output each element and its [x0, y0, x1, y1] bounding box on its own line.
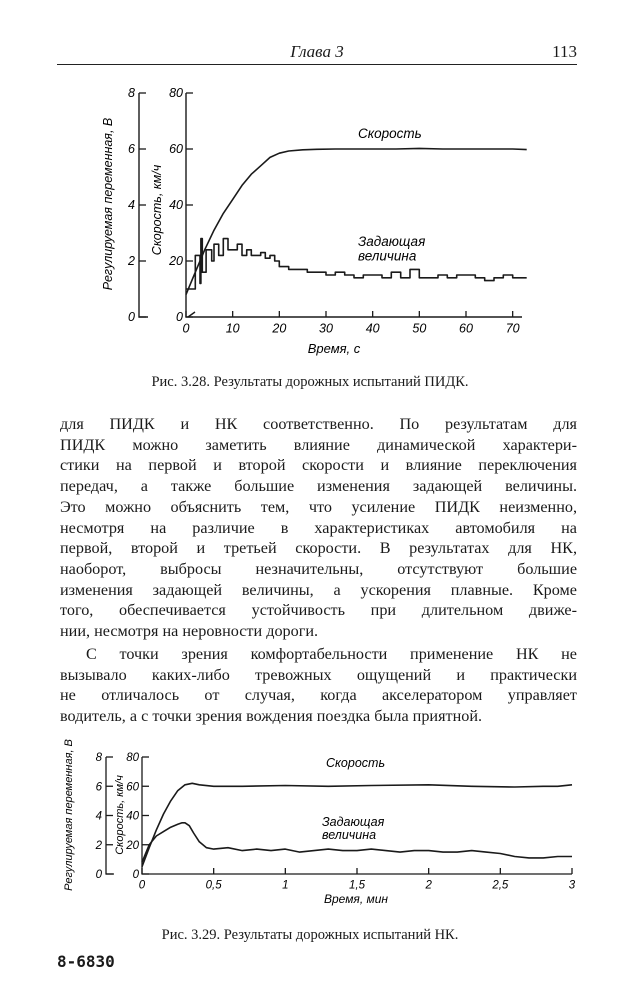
- speed-tick-label: 60: [169, 142, 183, 156]
- text-line: Это можно объяснить тем, что усиление ПИДК неизменно,: [60, 497, 577, 516]
- speed-tick-label: 80: [169, 86, 183, 100]
- text-line: для ПИДК и НК соответственно. По результатам для: [60, 415, 577, 433]
- left-axis-label: Регулируемая переменная, В: [101, 117, 115, 291]
- text-line: наоборот, выбросы незначительны, отсутствуют большие: [60, 559, 577, 578]
- speed-tick-label: 60: [126, 781, 139, 794]
- text-line: водитель, а с точки зрения вождения поездка была приятной.: [60, 707, 483, 726]
- series-label: величина: [322, 828, 377, 843]
- chapter-title: Глава 3: [290, 42, 344, 61]
- variable-tick-label: 2: [95, 839, 102, 852]
- speed-tick-label: 0: [132, 869, 139, 881]
- x-tick-label: 0: [138, 879, 146, 892]
- text-line: стики на первой и второй скорости и влияние переключения: [60, 456, 577, 475]
- x-tick-label: 1: [282, 879, 289, 892]
- speed-tick-label: 20: [126, 839, 139, 852]
- series-label: Задающая: [358, 234, 426, 249]
- text-line: С точки зрения комфортабельности применение НК не: [86, 645, 577, 663]
- x-tick-label: 0,5: [205, 879, 222, 892]
- text-line: первой, второй и третьей скорости. В результатах для НК,: [60, 539, 577, 558]
- x-tick-label: 30: [319, 321, 333, 336]
- speed-tick-label: 0: [176, 310, 183, 324]
- x-tick-label: 40: [365, 321, 380, 336]
- figure-3-29-caption: Рис. 3.29. Результаты дорожных испытаний НК.: [161, 927, 459, 943]
- x-tick-label: 0: [182, 321, 190, 336]
- text-line: того, обеспечивается устойчивость при длительном движе-: [60, 601, 577, 620]
- x-tick-label: 2: [425, 879, 432, 892]
- variable-tick-label: 4: [128, 198, 135, 212]
- left-axis-label: Регулируемая переменная, В: [63, 739, 75, 891]
- right-axis-label: Скорость, км/ч: [114, 775, 126, 855]
- series-label: Скорость: [358, 126, 422, 141]
- x-tick-label: 3: [568, 879, 576, 892]
- x-tick-label: 50: [412, 321, 427, 336]
- text-line: не отличалось от случая, когда акселератором управляет: [60, 686, 577, 705]
- x-axis-label: Время, мин: [323, 892, 389, 906]
- x-tick-label: 2,5: [492, 879, 509, 892]
- x-tick-label: 10: [225, 321, 240, 336]
- figure-3-28-caption: Рис. 3.28. Результаты дорожных испытаний ПИДК.: [151, 374, 469, 390]
- text-line: ПИДК можно заметить влияние динамической характери-: [60, 435, 577, 454]
- variable-tick-label: 6: [95, 781, 102, 794]
- speed-tick-label: 80: [126, 752, 139, 764]
- x-tick-label: 60: [459, 321, 473, 336]
- x-tick-label: 1,5: [349, 879, 365, 892]
- speed-tick-label: 20: [169, 254, 183, 268]
- text-line: вызывало каких-либо тревожных ощущений и практически: [60, 665, 577, 684]
- text-line: несмотря на различие в характеристиках автомобиля на: [60, 518, 577, 537]
- x-tick-label: 70: [505, 321, 520, 336]
- series-label: Скорость: [326, 756, 386, 770]
- speed-tick-label: 40: [126, 810, 139, 823]
- speed-tick-label: 40: [169, 198, 183, 212]
- variable-tick-label: 8: [128, 86, 135, 100]
- text-line: нии, несмотря на неровности дороги.: [60, 622, 319, 641]
- page-number: 113: [552, 42, 577, 61]
- text-line: изменения задающей величины, а ускорения плавные. Кроме: [60, 580, 577, 599]
- x-axis-label: Время, с: [307, 341, 361, 356]
- variable-tick-label: 0: [128, 310, 135, 324]
- variable-tick-label: 8: [95, 752, 102, 764]
- variable-tick-label: 4: [95, 810, 102, 823]
- x-tick-label: 20: [272, 321, 287, 336]
- right-axis-label: Скорость, км/ч: [150, 164, 164, 256]
- variable-tick-label: 0: [95, 869, 102, 881]
- series-label: величина: [358, 248, 417, 264]
- series-label: Задающая: [322, 815, 385, 829]
- printing-code: 8-6830: [57, 952, 115, 971]
- text-line: передач, а также большие изменения задающей величины.: [60, 477, 577, 496]
- variable-tick-label: 2: [128, 254, 135, 268]
- variable-tick-label: 6: [128, 142, 135, 156]
